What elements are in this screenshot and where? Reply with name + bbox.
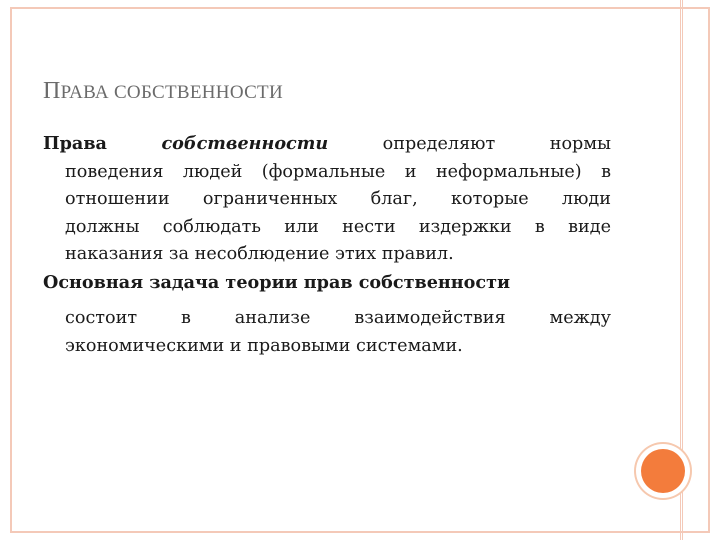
paragraph-1-line-5: наказания за несоблюдение этих правил. <box>65 244 454 264</box>
section-heading: Основная задача теории прав собственности <box>43 272 511 293</box>
word-opredelyayut: определяют <box>382 134 496 154</box>
term-sobstvennosti: собственности <box>161 133 329 154</box>
decorative-circle <box>641 449 685 493</box>
slide-title <box>43 78 283 105</box>
title-initial: П <box>43 78 61 104</box>
paragraph-1-line-1 <box>43 130 611 159</box>
paragraph-1-line-4: должны соблюдать или нести издержки в виде <box>65 216 611 237</box>
word-normy: нормы <box>549 134 612 154</box>
paragraph-2-line-2: экономическими и правовыми системами. <box>65 335 463 356</box>
title-rest: РАВА СОБСТВЕННОСТИ <box>60 82 283 103</box>
paragraph-2 <box>43 305 611 360</box>
paragraph-1-line-2: поведения людей (формальные и неформальные) в <box>65 161 611 182</box>
paragraph-1 <box>43 130 611 269</box>
paragraph-1-line-3: отношении ограниченных благ, которые люди <box>65 189 611 209</box>
term-prava: Права <box>43 133 107 154</box>
paragraph-2-line-1: состоит в анализе взаимодействия между <box>65 308 611 328</box>
